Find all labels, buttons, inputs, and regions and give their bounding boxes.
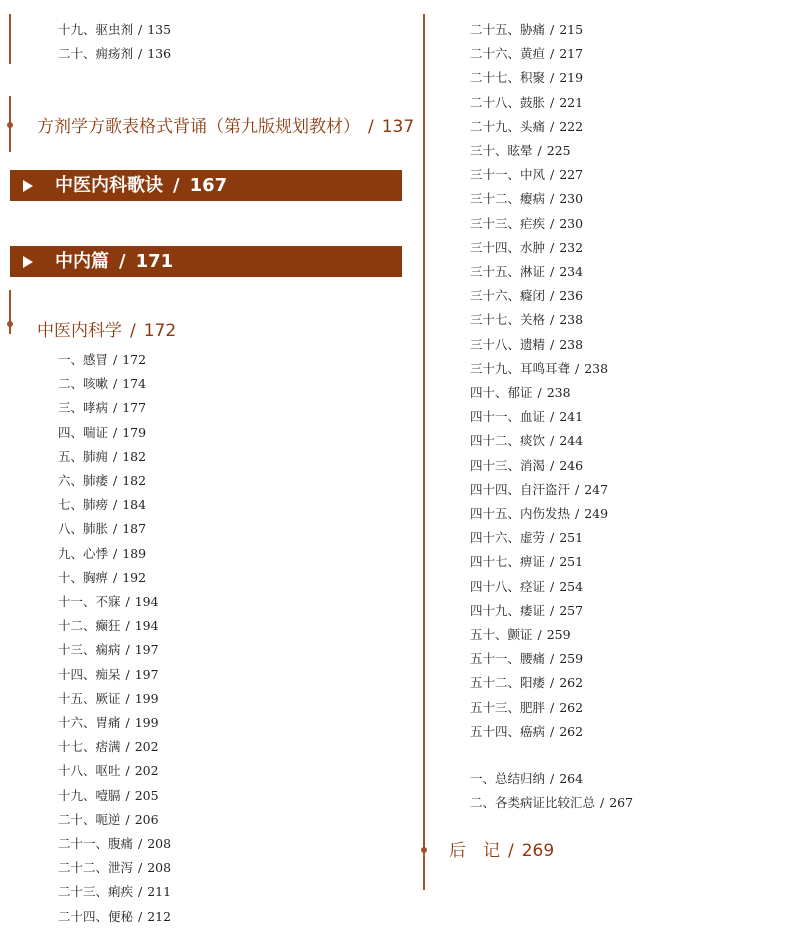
toc-entry[interactable]: 七、肺痨 / 184 <box>58 497 147 513</box>
toc-entry[interactable]: 十八、呕吐 / 202 <box>58 763 159 779</box>
toc-entry[interactable]: 三十三、疟疾 / 230 <box>470 215 584 231</box>
section-marker-dot <box>7 122 13 128</box>
toc-entry[interactable]: 四、喘证 / 179 <box>58 424 147 440</box>
toc-entry[interactable]: 九、心悸 / 189 <box>58 545 147 561</box>
section-marker-dot <box>421 847 427 853</box>
play-triangle-icon <box>23 180 33 192</box>
banner-neike-gejue[interactable]: 中医内科歌诀 / 167 <box>10 170 402 201</box>
toc-entry[interactable]: 十六、胃痛 / 199 <box>58 715 159 730</box>
toc-entry[interactable]: 二十八、鼓胀 / 221 <box>470 94 584 110</box>
toc-entry[interactable]: 二十、呃逆 / 206 <box>58 811 159 827</box>
toc-entry[interactable]: 二十六、黄疸 / 217 <box>470 46 584 62</box>
toc-entry[interactable]: 十一、不寐 / 194 <box>58 594 159 609</box>
toc-entry[interactable]: 五十、颤证 / 259 <box>470 627 571 642</box>
toc-entry[interactable]: 三十一、中风 / 227 <box>470 167 584 183</box>
toc-entry[interactable]: 五十二、阳痿 / 262 <box>470 675 584 691</box>
toc-entry[interactable]: 二、各类病证比较汇总 / 267 <box>470 795 634 811</box>
toc-entry[interactable]: 四十七、痹证 / 251 <box>470 554 584 570</box>
timeline-line <box>9 14 11 64</box>
toc-entry[interactable]: 六、肺痿 / 182 <box>58 473 147 488</box>
toc-entry[interactable]: 三十、眩晕 / 225 <box>470 143 571 158</box>
section-title-neike[interactable]: 中医内科学 / 172 <box>37 321 177 341</box>
toc-entry[interactable]: 五十三、肥胖 / 262 <box>470 699 584 715</box>
toc-entry[interactable]: 三十八、遗精 / 238 <box>470 336 584 352</box>
timeline-line <box>9 290 11 334</box>
toc-entry[interactable]: 五十四、癌病 / 262 <box>470 723 584 739</box>
toc-entry[interactable]: 八、肺胀 / 187 <box>58 521 147 537</box>
toc-entry[interactable]: 二十七、积聚 / 219 <box>470 70 584 86</box>
toc-entry[interactable]: 五十一、腰痛 / 259 <box>470 651 584 667</box>
toc-entry[interactable]: 十九、噎膈 / 205 <box>58 787 159 803</box>
section-marker-dot <box>7 321 13 327</box>
toc-entry[interactable]: 一、感冒 / 172 <box>58 352 147 367</box>
toc-entry[interactable]: 四十、郁证 / 238 <box>470 385 571 400</box>
toc-entry[interactable]: 二十、痈疡剂 / 136 <box>58 46 172 61</box>
toc-entry[interactable]: 十三、痫病 / 197 <box>58 642 159 658</box>
toc-entry[interactable]: 二、咳嗽 / 174 <box>58 376 147 392</box>
toc-entry[interactable]: 十、胸痹 / 192 <box>58 569 147 585</box>
toc-entry[interactable]: 四十一、血证 / 241 <box>470 409 584 425</box>
toc-entry[interactable]: 十二、癫狂 / 194 <box>58 618 159 634</box>
toc-entry[interactable]: 三十六、癃闭 / 236 <box>470 288 584 304</box>
section-title-fangji[interactable]: 方剂学方歌表格式背诵（第九版规划教材） / 137 <box>37 117 415 137</box>
toc-entry[interactable]: 二十三、痢疾 / 211 <box>58 884 172 900</box>
toc-entry[interactable]: 三十九、耳鸣耳聋 / 238 <box>470 360 609 376</box>
banner-zhongnei-pian[interactable]: 中内篇 / 171 <box>10 246 402 277</box>
toc-entry[interactable]: 五、肺痈 / 182 <box>58 448 147 464</box>
toc-entry[interactable]: 二十二、泄泻 / 208 <box>58 860 172 876</box>
toc-entry[interactable]: 三十四、水肿 / 232 <box>470 239 584 255</box>
toc-entry[interactable]: 一、总结归纳 / 264 <box>470 771 584 786</box>
toc-entry[interactable]: 三十五、淋证 / 234 <box>470 264 584 279</box>
toc-entry[interactable]: 十九、驱虫剂 / 135 <box>58 22 172 37</box>
toc-entry[interactable]: 二十五、胁痛 / 215 <box>470 22 584 37</box>
toc-entry[interactable]: 四十二、痰饮 / 244 <box>470 433 584 449</box>
toc-entry[interactable]: 四十三、消渴 / 246 <box>470 457 584 473</box>
toc-entry[interactable]: 二十一、腹痛 / 208 <box>58 836 172 851</box>
timeline-line <box>423 14 425 890</box>
play-triangle-icon <box>23 256 33 268</box>
toc-entry[interactable]: 四十四、自汗盗汗 / 247 <box>470 481 609 497</box>
toc-entry[interactable]: 十七、痞满 / 202 <box>58 739 159 755</box>
toc-entry[interactable]: 三十七、关格 / 238 <box>470 312 584 328</box>
toc-entry[interactable]: 四十八、痉证 / 254 <box>470 578 584 594</box>
toc-entry[interactable]: 三十二、瘿病 / 230 <box>470 191 584 207</box>
toc-entry[interactable]: 二十九、头痛 / 222 <box>470 118 584 134</box>
toc-entry[interactable]: 十五、厥证 / 199 <box>58 690 159 706</box>
toc-entry[interactable]: 四十五、内伤发热 / 249 <box>470 506 609 521</box>
toc-entry[interactable]: 四十九、痿证 / 257 <box>470 602 584 618</box>
toc-entry[interactable]: 三、哮病 / 177 <box>58 400 147 416</box>
toc-right-column <box>418 0 790 947</box>
section-title-afterword[interactable]: 后 记 / 269 <box>449 841 555 861</box>
toc-entry[interactable]: 二十四、便秘 / 212 <box>58 908 172 924</box>
toc-entry[interactable]: 四十六、虚劳 / 251 <box>470 530 584 546</box>
toc-entry[interactable]: 十四、痴呆 / 197 <box>58 666 159 682</box>
